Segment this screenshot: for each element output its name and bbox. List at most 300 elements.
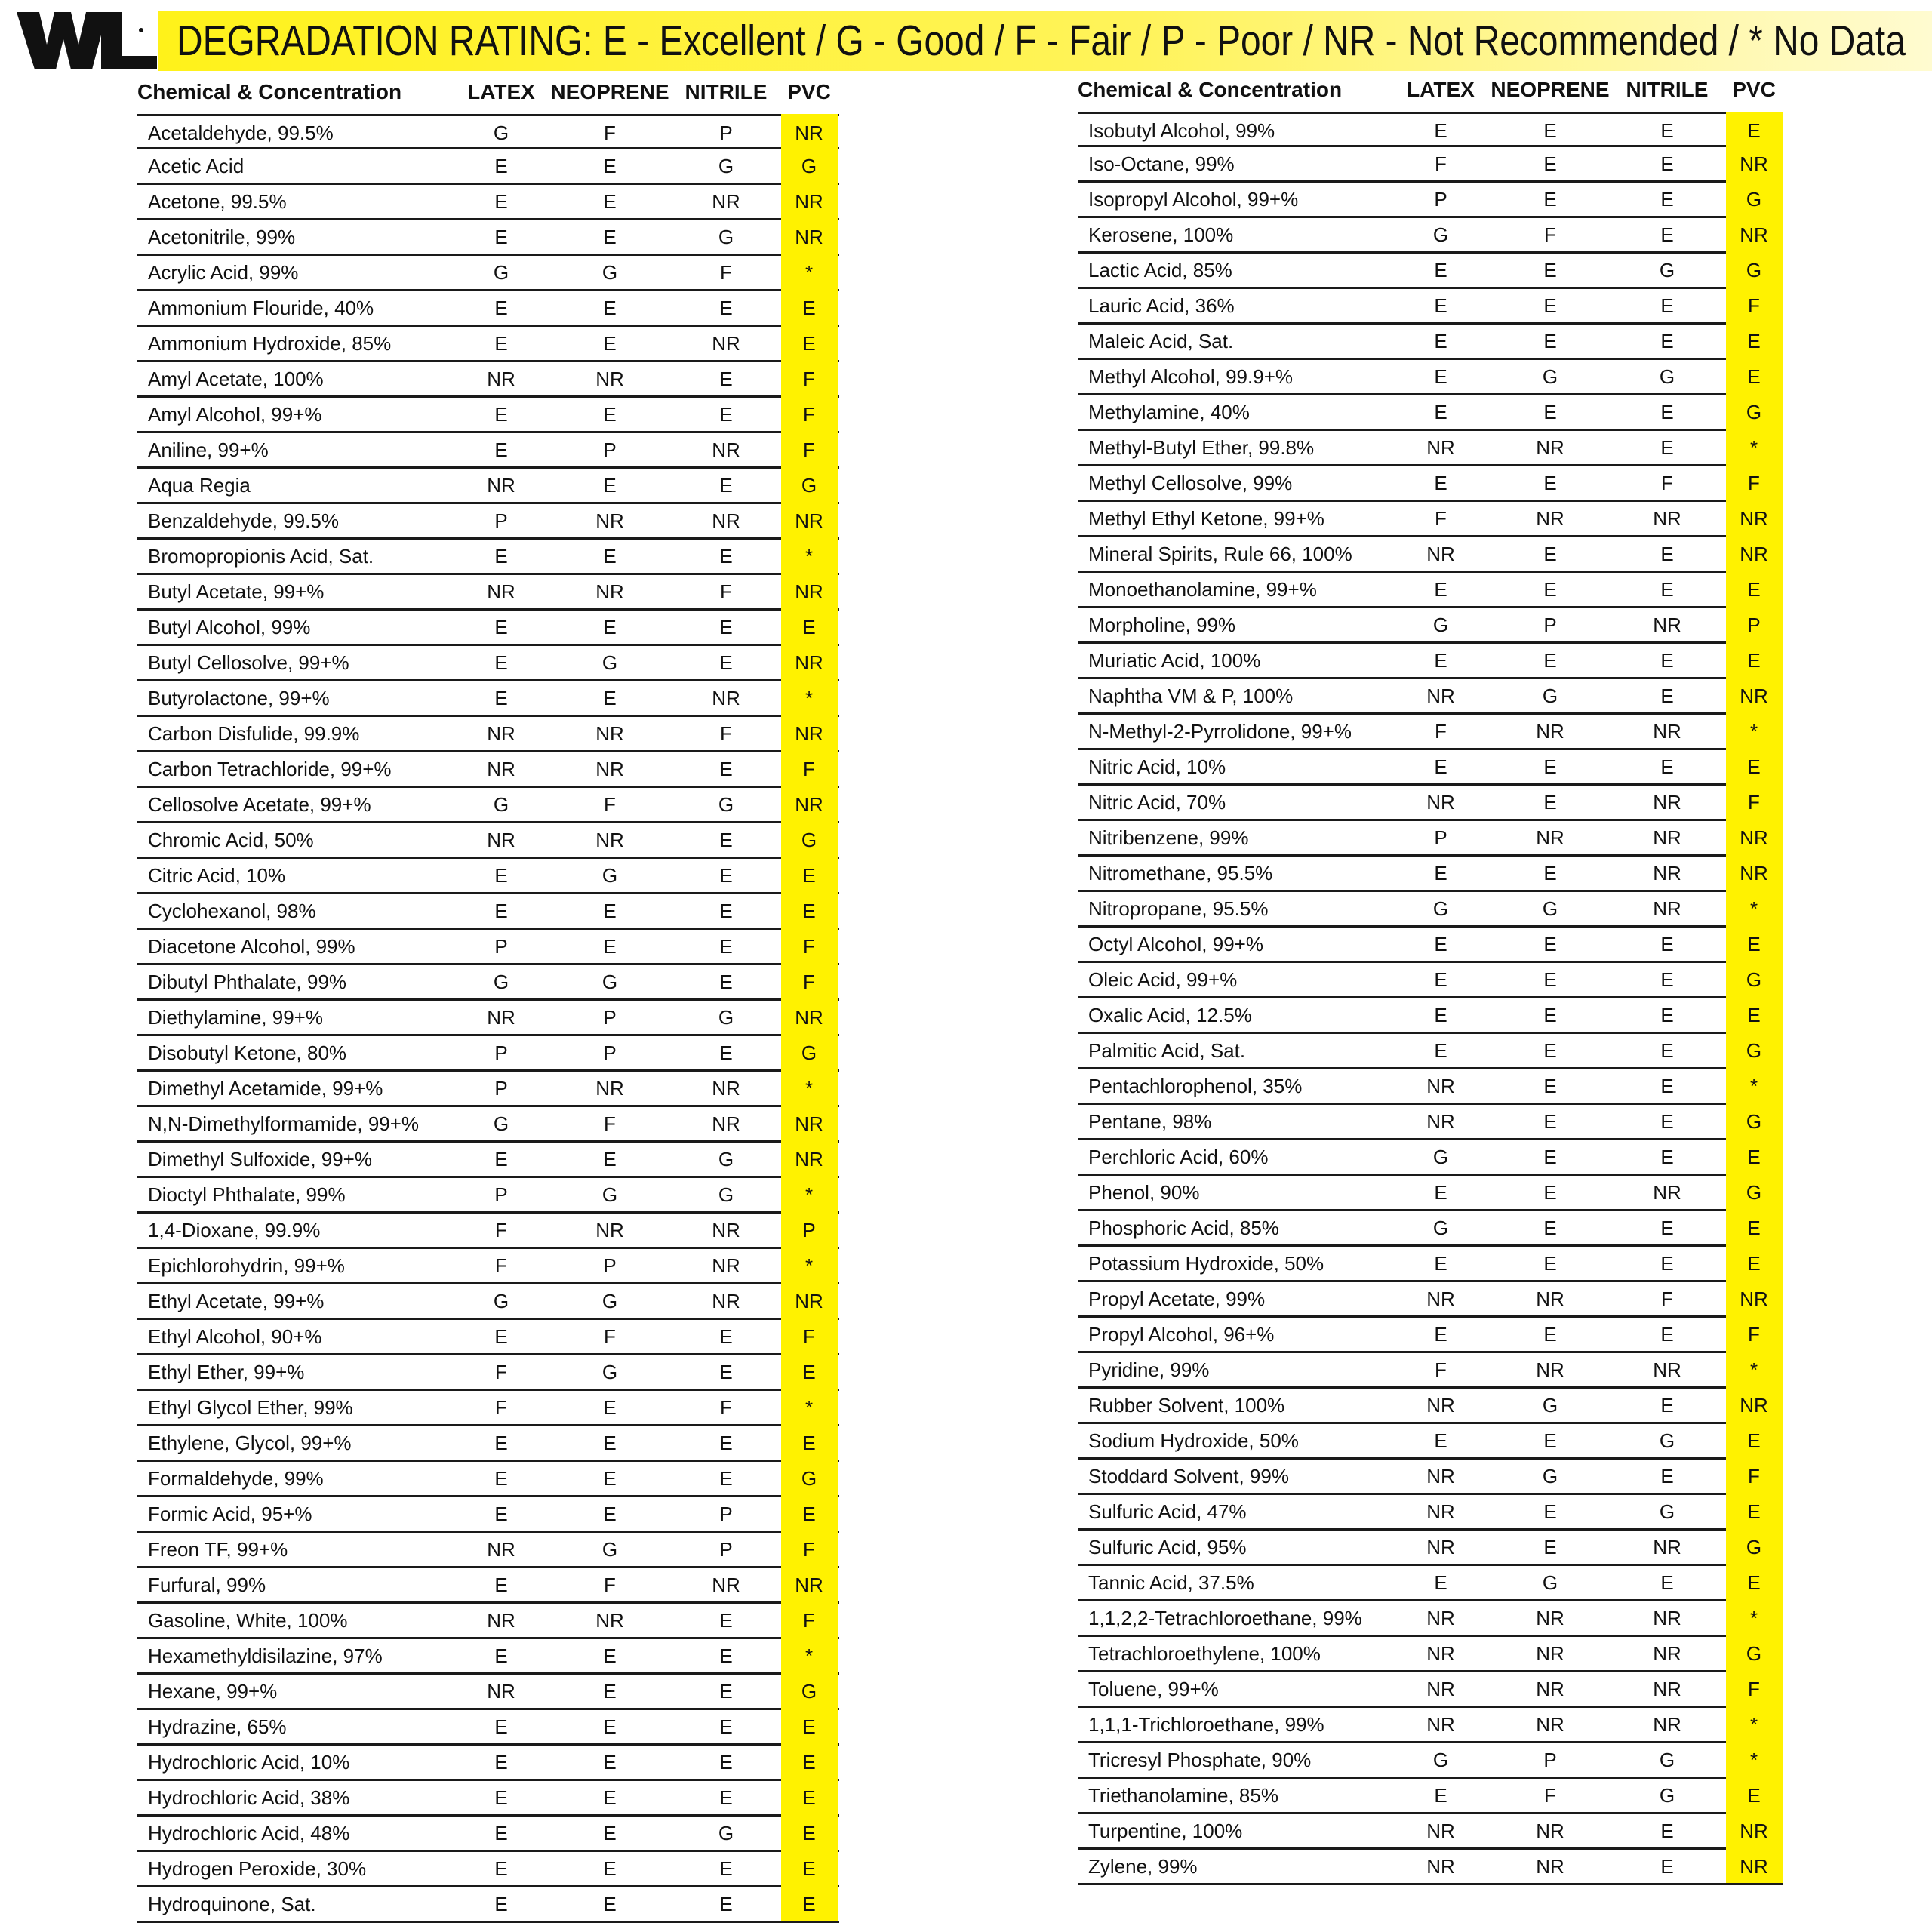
neoprene-rating: NR	[595, 368, 624, 390]
pvc-rating: *	[781, 1247, 838, 1282]
nitrile-rating: F	[720, 722, 732, 745]
pvc-rating: *	[1726, 429, 1783, 464]
neoprene-rating: G	[601, 971, 618, 993]
latex-rating: E	[494, 1644, 508, 1667]
pvc-rating: P	[1726, 606, 1783, 641]
table-row	[1078, 1069, 1783, 1105]
neoprene-rating: E	[1543, 401, 1557, 423]
chemical-name: Tannic Acid, 37.5%	[1088, 1571, 1254, 1594]
table-row	[1078, 1672, 1783, 1708]
chemical-name: Sulfuric Acid, 47%	[1088, 1500, 1247, 1523]
pvc-rating: E	[781, 1495, 838, 1531]
pvc-rating: *	[781, 1069, 838, 1105]
pvc-rating: F	[781, 750, 838, 786]
nitrile-rating: E	[1660, 1465, 1674, 1487]
neoprene-rating: P	[603, 1041, 617, 1064]
chemical-name: Bromopropionis Acid, Sat.	[148, 545, 374, 568]
table-row	[137, 540, 839, 575]
chemical-name: Amyl Acetate, 100%	[148, 368, 324, 390]
chemical-name: Nitric Acid, 10%	[1088, 755, 1226, 778]
latex-rating: NR	[1426, 1287, 1455, 1310]
pvc-rating: E	[1726, 322, 1783, 358]
latex-rating: E	[494, 1325, 508, 1348]
chemical-name: Stoddard Solvent, 99%	[1088, 1465, 1289, 1487]
table-row	[137, 1604, 839, 1639]
chemical-name: Palmitic Acid, Sat.	[1088, 1039, 1246, 1062]
chemical-name: Phenol, 90%	[1088, 1181, 1200, 1204]
pvc-rating: NR	[1726, 1386, 1783, 1422]
pvc-rating: NR	[1726, 500, 1783, 535]
neoprene-rating: E	[1543, 1146, 1557, 1168]
chemical-name: Naphtha VM & P, 100%	[1088, 685, 1294, 707]
latex-rating: E	[494, 1467, 508, 1490]
neoprene-rating: G	[1542, 1394, 1558, 1417]
pvc-rating: P	[781, 1211, 838, 1247]
latex-rating: E	[1434, 294, 1447, 317]
table-row	[137, 1391, 839, 1426]
latex-rating: E	[1434, 1004, 1447, 1026]
nitrile-rating: E	[719, 864, 733, 887]
table-row	[1078, 466, 1783, 502]
latex-rating: NR	[1426, 1536, 1455, 1558]
neoprene-rating: E	[1543, 119, 1557, 142]
pvc-rating: *	[781, 1637, 838, 1672]
chemical-name: Dibutyl Phthalate, 99%	[148, 971, 347, 993]
nitrile-rating: NR	[712, 509, 740, 532]
latex-rating: E	[494, 545, 508, 568]
table-row	[1078, 502, 1783, 537]
neoprene-rating: NR	[595, 722, 624, 745]
nitrile-rating: G	[718, 1148, 734, 1171]
nitrile-rating: E	[719, 368, 733, 390]
pvc-rating: NR	[781, 715, 838, 750]
nitrile-rating: E	[719, 1644, 733, 1667]
latex-rating: F	[1435, 152, 1447, 175]
neoprene-rating: E	[603, 1786, 617, 1809]
latex-rating: E	[1434, 1571, 1447, 1594]
nitrile-rating: NR	[1653, 614, 1681, 636]
neoprene-rating: E	[603, 155, 617, 177]
nitrile-rating: E	[719, 297, 733, 319]
latex-rating: E	[1434, 119, 1447, 142]
latex-rating: NR	[1426, 543, 1455, 565]
nitrile-rating: E	[1660, 330, 1674, 352]
nitrile-rating: E	[719, 1325, 733, 1348]
pvc-rating: *	[1726, 1599, 1783, 1635]
latex-rating: NR	[487, 368, 515, 390]
degradation-rating-banner	[158, 11, 1932, 71]
nitrile-rating: E	[719, 1857, 733, 1880]
nitrile-rating: E	[1660, 1855, 1674, 1878]
latex-rating: NR	[1426, 1394, 1455, 1417]
pvc-rating: *	[781, 537, 838, 573]
table-row	[137, 1426, 839, 1462]
nitrile-rating: NR	[1653, 897, 1681, 920]
latex-rating: NR	[487, 829, 515, 851]
latex-rating: E	[494, 1432, 508, 1454]
pvc-rating: E	[1726, 1493, 1783, 1528]
pvc-rating: F	[781, 431, 838, 466]
chemical-name: Mineral Spirits, Rule 66, 100%	[1088, 543, 1352, 565]
latex-rating: E	[494, 297, 508, 319]
chemical-name: Pyridine, 99%	[1088, 1358, 1210, 1381]
chemical-name: Butyrolactone, 99+%	[148, 687, 330, 709]
table-row	[1078, 1850, 1783, 1885]
latex-rating: G	[493, 1290, 509, 1312]
pvc-rating: *	[781, 1176, 838, 1211]
chemical-name: Methyl Alcohol, 99.9+%	[1088, 365, 1293, 388]
nitrile-rating: E	[1660, 543, 1674, 565]
table-row	[1078, 998, 1783, 1034]
table-row	[1078, 1353, 1783, 1389]
table-row	[1078, 1814, 1783, 1850]
table-row	[137, 611, 839, 646]
chemical-name: Methyl-Butyl Ether, 99.8%	[1088, 436, 1315, 459]
chemical-name: Epichlorohydrin, 99+%	[148, 1254, 345, 1277]
nitrile-rating: E	[719, 829, 733, 851]
table-row	[137, 788, 839, 823]
table-row	[137, 646, 839, 681]
nitrile-rating: E	[1660, 294, 1674, 317]
table-row	[1078, 963, 1783, 998]
table-row	[137, 1320, 839, 1355]
latex-rating: NR	[1426, 1607, 1455, 1629]
table-row	[1078, 1389, 1783, 1424]
latex-rating: E	[494, 1148, 508, 1171]
chemical-name: Hydroquinone, Sat.	[148, 1893, 316, 1915]
neoprene-rating: G	[1542, 685, 1558, 707]
neoprene-rating: E	[1543, 1500, 1557, 1523]
latex-rating: E	[494, 1893, 508, 1915]
neoprene-rating: NR	[1536, 1713, 1564, 1736]
nitrile-rating: F	[1661, 1287, 1673, 1310]
chemical-name: 1,1,1-Trichloroethane, 99%	[1088, 1713, 1324, 1736]
table-row	[1078, 857, 1783, 892]
latex-rating: G	[1432, 614, 1449, 636]
table-row	[1078, 1708, 1783, 1743]
nitrile-rating: NR	[712, 1290, 740, 1312]
pvc-rating: *	[1726, 890, 1783, 925]
neoprene-rating: NR	[595, 580, 624, 603]
chemical-name: Potassium Hydroxide, 50%	[1088, 1252, 1324, 1275]
table-row	[137, 575, 839, 611]
nitrile-rating: E	[719, 545, 733, 568]
neoprene-rating: E	[1543, 1004, 1557, 1026]
pvc-rating: *	[781, 679, 838, 715]
neoprene-rating: E	[603, 403, 617, 426]
pvc-rating: NR	[1726, 216, 1783, 251]
pvc-rating: F	[1726, 464, 1783, 500]
chemical-name: Ammonium Flouride, 40%	[148, 297, 374, 319]
wl-logo-icon	[17, 11, 160, 71]
neoprene-rating: NR	[595, 509, 624, 532]
pvc-rating: NR	[781, 644, 838, 679]
chemical-name: Dimethyl Acetamide, 99+%	[148, 1077, 383, 1100]
table-row	[1078, 1424, 1783, 1460]
pvc-rating: *	[1726, 712, 1783, 748]
latex-rating: E	[494, 403, 508, 426]
neoprene-rating: F	[1544, 1784, 1556, 1807]
nitrile-rating: G	[1659, 259, 1675, 281]
latex-rating: NR	[1426, 1075, 1455, 1097]
neoprene-rating: NR	[1536, 1358, 1564, 1381]
latex-rating: E	[1434, 1429, 1447, 1452]
latex-rating: E	[1434, 649, 1447, 672]
table-row	[137, 930, 839, 965]
latex-rating: E	[1434, 1784, 1447, 1807]
pvc-rating: NR	[1726, 854, 1783, 890]
neoprene-rating: E	[603, 1644, 617, 1667]
latex-rating: P	[1434, 826, 1447, 849]
neoprene-rating: E	[603, 226, 617, 248]
nitrile-rating: G	[718, 793, 734, 816]
nitrile-rating: G	[1659, 365, 1675, 388]
nitrile-rating: E	[719, 971, 733, 993]
nitrile-rating: E	[1660, 1217, 1674, 1239]
neoprene-rating: E	[603, 1715, 617, 1738]
latex-rating: E	[494, 1751, 508, 1774]
neoprene-rating: E	[603, 935, 617, 958]
table-row	[137, 1462, 839, 1497]
pvc-rating: NR	[781, 218, 838, 254]
neoprene-rating: NR	[595, 829, 624, 851]
pvc-rating: F	[1726, 1670, 1783, 1706]
nitrile-rating: E	[719, 1361, 733, 1383]
latex-rating: E	[494, 900, 508, 922]
neoprene-rating: G	[601, 261, 618, 284]
table-row	[137, 149, 839, 185]
neoprene-rating: E	[1543, 1323, 1557, 1346]
pvc-rating: NR	[1726, 677, 1783, 712]
latex-rating: E	[494, 616, 508, 638]
nitrile-rating: E	[719, 900, 733, 922]
neoprene-rating: G	[601, 1538, 618, 1561]
latex-rating: NR	[1426, 791, 1455, 814]
nitrile-rating: E	[1660, 649, 1674, 672]
neoprene-rating: E	[603, 687, 617, 709]
nitrile-rating: E	[719, 1715, 733, 1738]
pvc-rating: G	[1726, 1174, 1783, 1209]
pvc-rating: G	[781, 821, 838, 857]
chemical-name: Carbon Tetrachloride, 99+%	[148, 758, 392, 780]
header-chemical: Chemical & Concentration	[1078, 78, 1343, 101]
nitrile-rating: E	[1660, 1820, 1674, 1842]
chemical-name: Methyl Ethyl Ketone, 99+%	[1088, 507, 1324, 530]
neoprene-rating: E	[1543, 330, 1557, 352]
table-row	[1078, 573, 1783, 608]
pvc-rating: E	[781, 1424, 838, 1460]
nitrile-rating: NR	[1653, 1536, 1681, 1558]
table-row	[137, 859, 839, 894]
latex-rating: NR	[1426, 685, 1455, 707]
latex-rating: E	[1434, 1039, 1447, 1062]
nitrile-rating: NR	[1653, 507, 1681, 530]
nitrile-rating: G	[718, 1006, 734, 1029]
chemical-name: Hexamethyldisilazine, 97%	[148, 1644, 383, 1667]
neoprene-rating: E	[1543, 1252, 1557, 1275]
nitrile-rating: NR	[712, 190, 740, 213]
table-row	[1078, 892, 1783, 928]
neoprene-rating: P	[603, 438, 617, 461]
chemical-name: Oleic Acid, 99+%	[1088, 968, 1238, 991]
latex-rating: E	[1434, 1252, 1447, 1275]
nitrile-rating: E	[1660, 436, 1674, 459]
neoprene-rating: G	[601, 1290, 618, 1312]
neoprene-rating: E	[603, 545, 617, 568]
pvc-rating: E	[781, 857, 838, 892]
table-row	[1078, 1743, 1783, 1779]
nitrile-rating: E	[1660, 1252, 1674, 1275]
nitrile-rating: G	[1659, 1500, 1675, 1523]
chemical-name: Acetic Acid	[148, 155, 245, 177]
table-row	[137, 1781, 839, 1817]
neoprene-rating: E	[603, 1396, 617, 1419]
nitrile-rating: E	[719, 651, 733, 674]
neoprene-rating: G	[601, 864, 618, 887]
nitrile-rating: E	[1660, 1110, 1674, 1133]
nitrile-rating: NR	[712, 1219, 740, 1241]
header-neoprene: NEOPRENE	[1491, 78, 1610, 101]
latex-rating: NR	[487, 758, 515, 780]
neoprene-rating: P	[1543, 614, 1557, 636]
latex-rating: E	[1434, 259, 1447, 281]
neoprene-rating: E	[1543, 152, 1557, 175]
neoprene-rating: E	[1543, 755, 1557, 778]
neoprene-rating: E	[1543, 1110, 1557, 1133]
nitrile-rating: F	[720, 580, 732, 603]
neoprene-rating: P	[603, 1006, 617, 1029]
neoprene-rating: G	[1542, 1465, 1558, 1487]
chemical-name: Hydrochloric Acid, 10%	[148, 1751, 350, 1774]
latex-rating: E	[1434, 968, 1447, 991]
neoprene-rating: NR	[1536, 1642, 1564, 1665]
pvc-rating: E	[781, 608, 838, 644]
chemical-name: Aqua Regia	[148, 474, 251, 497]
table-row	[1078, 1637, 1783, 1672]
pvc-rating: E	[1726, 1244, 1783, 1280]
chemical-name: Oxalic Acid, 12.5%	[1088, 1004, 1252, 1026]
chemical-name: Octyl Alcohol, 99+%	[1088, 933, 1263, 955]
pvc-rating: NR	[781, 1566, 838, 1601]
table-row	[137, 823, 839, 859]
table-row	[1078, 1176, 1783, 1211]
nitrile-rating: E	[719, 474, 733, 497]
neoprene-rating: E	[1543, 543, 1557, 565]
table-row	[1078, 679, 1783, 715]
pvc-rating: NR	[1726, 819, 1783, 854]
pvc-rating: NR	[1726, 1280, 1783, 1315]
nitrile-rating: E	[719, 1041, 733, 1064]
latex-rating: E	[494, 1857, 508, 1880]
pvc-rating: NR	[781, 1105, 838, 1140]
pvc-rating: G	[1726, 961, 1783, 996]
nitrile-rating: F	[720, 1396, 732, 1419]
table-row	[1078, 1140, 1783, 1176]
header-neoprene: NEOPRENE	[550, 80, 669, 103]
neoprene-rating: E	[603, 616, 617, 638]
latex-rating: E	[494, 1786, 508, 1809]
table-row	[1078, 928, 1783, 963]
chemical-name: Butyl Cellosolve, 99+%	[148, 651, 349, 674]
chemical-name: Citric Acid, 10%	[148, 864, 286, 887]
neoprene-rating: NR	[1536, 1287, 1564, 1310]
pvc-rating: NR	[1726, 145, 1783, 180]
table-row	[137, 1675, 839, 1710]
pvc-rating: *	[1726, 1706, 1783, 1741]
table-row	[137, 1214, 839, 1249]
table-row	[1078, 1211, 1783, 1247]
latex-rating: E	[494, 651, 508, 674]
chemical-name: Acetone, 99.5%	[148, 190, 287, 213]
pvc-rating: E	[781, 1850, 838, 1885]
nitrile-rating: NR	[1653, 1713, 1681, 1736]
pvc-rating: E	[781, 289, 838, 325]
nitrile-rating: E	[719, 616, 733, 638]
neoprene-rating: NR	[595, 758, 624, 780]
neoprene-rating: NR	[1536, 507, 1564, 530]
header-pvc: PVC	[787, 80, 831, 103]
header	[0, 0, 1932, 82]
pvc-rating: F	[781, 1531, 838, 1566]
header-latex: LATEX	[1407, 78, 1475, 101]
neoprene-rating: F	[1544, 223, 1556, 246]
latex-rating: E	[1434, 755, 1447, 778]
chemical-name: Hydrazine, 65%	[148, 1715, 287, 1738]
latex-rating: E	[494, 1715, 508, 1738]
nitrile-rating: E	[1660, 685, 1674, 707]
nitrile-rating: NR	[712, 1077, 740, 1100]
neoprene-rating: NR	[1536, 1820, 1564, 1842]
neoprene-rating: NR	[1536, 826, 1564, 849]
chemical-name: Formaldehyde, 99%	[148, 1467, 324, 1490]
nitrile-rating: E	[719, 1893, 733, 1915]
pvc-rating: E	[1726, 996, 1783, 1032]
banner-text: DEGRADATION RATING: E - Excellent / G - Good / F - Fair / P - Poor / NR - Not Recommended / * No Data	[177, 17, 1906, 65]
nitrile-rating: P	[719, 1503, 733, 1525]
neoprene-rating: E	[1543, 1181, 1557, 1204]
chemical-name: Perchloric Acid, 60%	[1088, 1146, 1269, 1168]
table-row	[1078, 1566, 1783, 1601]
chemical-name: Phosphoric Acid, 85%	[1088, 1217, 1279, 1239]
table-row	[1078, 608, 1783, 644]
table-row	[1078, 431, 1783, 466]
table-row	[1078, 1495, 1783, 1531]
chemical-name: Isobutyl Alcohol, 99%	[1088, 119, 1275, 142]
neoprene-rating: F	[604, 1325, 616, 1348]
nitrile-rating: NR	[712, 1574, 740, 1596]
neoprene-rating: E	[1543, 791, 1557, 814]
chemical-name: Diacetone Alcohol, 99%	[148, 935, 355, 958]
chemical-name: Rubber Solvent, 100%	[1088, 1394, 1285, 1417]
neoprene-rating: E	[1543, 294, 1557, 317]
pvc-rating: G	[1726, 1103, 1783, 1138]
chemical-name: Tetrachloroethylene, 100%	[1088, 1642, 1321, 1665]
pvc-rating: G	[1726, 251, 1783, 287]
latex-rating: G	[1432, 1217, 1449, 1239]
table-row	[137, 185, 839, 220]
table-row	[1078, 750, 1783, 786]
pvc-rating: E	[781, 1885, 838, 1921]
pvc-rating: NR	[1726, 1812, 1783, 1847]
latex-rating: E	[1434, 365, 1447, 388]
chemical-name: Muriatic Acid, 100%	[1088, 649, 1261, 672]
chemical-name: Maleic Acid, Sat.	[1088, 330, 1234, 352]
latex-rating: E	[494, 864, 508, 887]
nitrile-rating: E	[719, 1609, 733, 1632]
latex-rating: P	[494, 935, 508, 958]
neoprene-rating: P	[1543, 1749, 1557, 1771]
chemical-name: Dimethyl Sulfoxide, 99+%	[148, 1148, 372, 1171]
